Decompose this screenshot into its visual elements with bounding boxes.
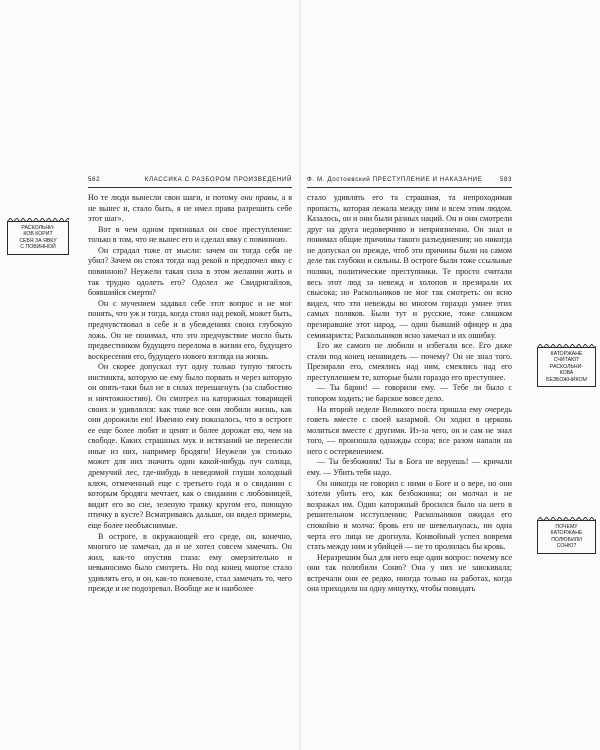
paragraph: — Ты барин! — говорили ему. — Тебе ли было с топором ходить; не барское вовсе дело. [307,383,512,403]
margin-note-text: РАСКОЛЬНИ- КОВ КОРИТ СЕБЯ ЗА ЯВКУ С ПОВИННОЙ [19,225,57,251]
right-running-head [307,176,512,186]
paragraph: Он страдал тоже от мысли: зачем он тогда себя не убил? Зачем он стоял тогда над рекой и предпочел явку с повинною? Неужели такая сила в этом желании жить и так трудно одолеть его? Одолел же Свидригайлов, боявшийся смерти? [88,245,292,298]
right-page-number: 583 [499,176,512,183]
left-header-title: КЛАССИКА С РАЗБОРОМ ПРОИЗВЕДЕНИЙ [144,176,292,183]
paragraph: Он никогда не говорил с ними о Боге и о вере, но они хотели убить его, как безбожника; он молчал и не возражал им. Один каторжный бросился было на него в решительном исступлении; Раскольников ожидал его спокойно и молча: бровь его не шевельнулась, ни одна черта его лица не дрогнула. Конвойный успел вовремя стать между ним и убийцей — не то пролилась бы кровь. [307,478,512,552]
margin-note-text: ПОЧЕМУ КАТОРЖАНЕ ПОЛЮБИЛИ СОНЮ? [550,524,583,550]
margin-note-atheist [537,347,596,387]
right-header-rule [307,187,512,188]
paragraph: На второй неделе Великого поста пришла ему очередь говеть вместе с своей казармой. Он ходил в церковь молиться вместе с другими. Из-за чего, он и сам не знал того, — произошла однажды ссора; все разом напали на него с остервенением. [307,404,512,456]
right-page [301,0,600,750]
left-page-number: 582 [88,176,101,183]
paragraph: Вот в чем одном признавал он свое преступление: только в том, что не вынес его и сделал явку с повинною. [88,224,292,245]
margin-note-text: КАТОРЖАНЕ СЧИТАЮТ РАСКОЛЬНИ- КОВА БЕЗБОЖНИКОМ [546,351,587,383]
emphasis: они правы [240,193,277,202]
paragraph: Неразрешим был для него еще один вопрос: почему все они так полюбили Соню? Она у них не заискивала; встречали они ее редко, иногда только на работах, когда она приходила на одну минутку, чтобы повидать [307,552,512,594]
paragraph: Его же самого не любили и избегали все. Его даже стали под конец ненавидеть — почему? Он не знал того. Презирали его, смеялись над ним, смеялись над его преступлением те, которые были гораздо его преступнее. [307,341,512,382]
torn-edge-icon [7,218,69,222]
paragraph: Он скорее допускал тут одну только тупую тягость инстинкта, которую не ему было порвать и через которую он опять-таки был не в силах перешагнуть (за слабостию и ничтожностию). Он смотрел на каторжных товарищей своих и удивлялся: как тоже все они любили жизнь, как они дорожили ею! Именно ему показалось, что в остроге ее еще более любят и ценят и более дорожат ею, чем на свободе. Каких страшных мук и истязаний не перенесли иные из них, например бродяги! Неужели уж столько может для них значить один какой-нибудь луч солнца, дремучий лес, где-нибудь в неведомой глуши холодный ключ, отмеченный еще с третьего года и о свидании с которым бродяга мечтает, как о свидании с любовницей, видит его во сне, зеленую травку кругом его, поющую птичку в кусте? Всматриваясь дальше, он видел примеры, еще более необъяснимые. [88,362,292,530]
torn-edge-icon [537,344,596,348]
left-body-text [88,193,292,595]
paragraph: стало удивлять его та страшная, та непроходимая пропасть, которая лежала между ним и всем этим людом. Казалось, он и они были разных наций. Он и они смотрели друг на друга недоверчиво и неприязненно. Он знал и понимал общие причины такого разъединения; но никогда не допускал он прежде, чтоб эти причины были на самом деле так глубоки и сильны. В остроге были тоже ссыльные поляки, политические преступники. Те просто считали весь этот люд за невежд и холопов и презирали их свысока; но Раскольников не мог так смотреть: он ясно видел, что эти невежды во многом гораздо умнее этих самых поляков. Были тут и русские, тоже слишком презиравшие этот народ, — один бывший офицер и два семинариста; Раскольников ясно замечал и их ошибку. [307,193,512,340]
right-body-text [307,193,512,595]
paragraph: Он с мучением задавал себе этот вопрос и не мог понять, что уж и тогда, когда стоял над рекой, может быть, предчувствовал в себе и в убеждениях своих глубокую ложь. Он не понимал, что это предчувствие могло быть предвестником будущего перелома в жизни его, будущего воскресения его, будущего нового взгляда на жизнь. [88,298,292,361]
left-running-head [88,176,292,186]
right-header-title: Ф. М. Достоевский ПРЕСТУПЛЕНИЕ И НАКАЗАНИЕ [307,176,483,183]
margin-note-sonya [537,520,596,554]
paragraph: Но те люди вынесли свои шаги, и потому они правы, а я не вынес и, стало быть, я не имел права разрешить себе этот шаг». [88,193,293,224]
paragraph: В остроге, в окружающей его среде, он, конечно, многого не замечал, да и не хотел совсем замечать. Он жил, как-то опустив глаза: ему омерзительно и невыносимо было смотреть. Но под конец многое стало удивлять его, и он, как-то поневоле, стал замечать то, чего прежде и не подозревал. Вообще же и наиболее [88,531,292,594]
torn-edge-icon [537,517,596,521]
margin-note-penitence [7,221,69,255]
left-page [0,0,299,750]
left-header-rule [88,187,292,188]
paragraph: — Ты безбожник! Ты в Бога не веруешь! — кричали ему. — Убить тебя надо. [307,457,512,478]
